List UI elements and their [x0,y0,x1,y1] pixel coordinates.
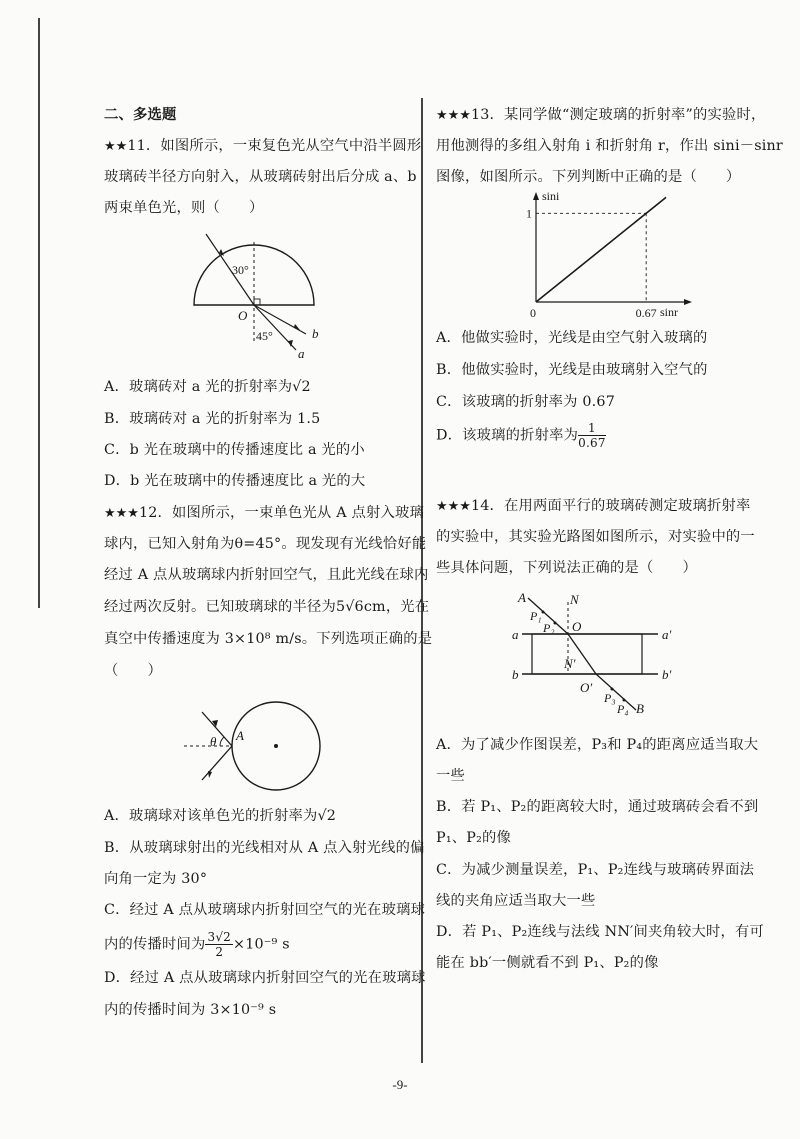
q14-option-a-line-1: A．为了减少作图误差，P₃和 P₄的距离应适当取大 [436,737,759,753]
q14-option-b-line-1: B．若 P₁、P₂的距离较大时，通过玻璃砖会看不到 [436,799,759,815]
y-axis-label: sini [542,189,560,203]
q12-stem-line-1: ★★★12．如图所示，一束单色光从 A 点射入玻璃 [104,505,425,521]
label-a-upper: A [518,590,526,605]
q12-glass-ball-figure [176,690,336,800]
incident-ray [202,712,232,746]
angle-arc [220,737,224,746]
q12-stem-line-4: 经过两次反射。已知玻璃球的半径为5√6cm，光在 [104,599,430,615]
label-n-prime: N′ [564,656,576,671]
center-o-label: O [238,308,248,323]
label-p1: P₁ [530,609,542,623]
q12-stem-line-2: 球内，已知入射角为θ=45°。现发现有光线恰好能 [104,536,427,552]
q11-stem-line-2: 玻璃砖半径方向射入，从玻璃砖射出后分成 a、b [104,169,417,185]
label-a-prime: a′ [662,627,672,642]
q11-option-b: B．玻璃砖对 a 光的折射率为 1.5 [104,411,321,427]
point-a-label: A [236,728,244,743]
q14-stem-line-3: 些具体问题，下列说法正确的是（ ） [436,560,697,576]
emergent-ray [596,674,636,710]
y-axis-arrow-icon [533,192,539,200]
q12-option-d-line-2: 内的传播时间为 3×10⁻⁹ s [104,1002,277,1018]
section-title: 二、多选题 [104,107,177,123]
emergent-ray [202,746,232,780]
angle-30-label: 30° [232,263,249,277]
q12-option-b-line-1: B．从玻璃球射出的光线相对从 A 点入射光线的偏 [104,840,425,856]
ray-a-label: a [298,346,305,361]
q14-option-b-line-2: P₁、P₂的像 [436,830,511,846]
q14-option-c-line-2: 线的夹角应适当取大一些 [436,893,596,909]
q14-option-a-line-2: 一些 [436,768,465,784]
q13-option-c: C．该玻璃的折射率为 0.67 [436,394,615,410]
q12-option-d-line-1: D．经过 A 点从玻璃球内折射回空气的光在玻璃球 [104,970,426,986]
theta-label: θ [210,734,217,749]
label-b: b [512,667,519,682]
q14-stars: ★★★ [436,499,471,514]
ray-b-label: b [312,326,319,341]
q13-d-fraction: $\frac{1}{0.67}$ [578,421,606,450]
q12-option-a: A．玻璃球对该单色光的折射率为√2 [104,808,337,824]
q11-option-a: A．玻璃砖对 a 光的折射率为√2 [104,379,311,395]
label-a: a [512,627,519,642]
label-b-prime: b′ [662,667,672,682]
q11-stars: ★★ [104,139,128,154]
right-angle-mark [254,299,260,305]
y-tick-label: 1 [526,206,532,221]
label-p3: P₃ [604,691,616,705]
label-p2: P₂ [543,621,555,635]
margin-line [38,18,40,608]
q11-stem-line-3: 两束单色光，则（ ） [104,200,264,216]
q14-stem-line-2: 的实验中，其实验光路图如图所示，对实验中的一 [436,529,755,545]
q13-stem-line-3: 图像，如图所示。下列判断中正确的是（ ） [436,169,741,185]
q13-option-d: D．该玻璃的折射率为 $\frac{1}{0.67}$ [436,421,606,450]
q12-stars: ★★★ [104,506,139,521]
emergent-arrow-icon [208,771,212,778]
q12-option-c-line-1: C．经过 A 点从玻璃球内折射回空气的光在玻璃球 [104,902,426,918]
glass-brick [532,634,642,674]
label-o: O [572,619,582,634]
angle-45-label: 45° [256,329,273,343]
q12-option-b-line-2: 向角一定为 30° [104,871,208,887]
label-n: N [570,592,579,607]
q11-option-c: C．b 光在玻璃中的传播速度比 a 光的小 [104,442,365,458]
q13-stem-line-1: ★★★13．某同学做“测定玻璃的折射率”的实验时， [436,107,766,123]
ball-center-dot [274,744,278,748]
q13-stem-line-2: 用他测得的多组入射角 i 和折射角 r，作出 sini－sinr [436,138,783,154]
q12-c-fraction: $\frac{3√2}{2}$ [207,930,232,959]
q13-option-a: A．他做实验时，光线是由空气射入玻璃的 [436,330,708,346]
x-axis-label: sinr [660,305,678,319]
label-o-prime: O′ [580,680,593,695]
q12-stem-line-3: 经过 A 点从玻璃球内折射回空气，且此光线在球内 [104,567,429,583]
q11-stem-line-1: ★★11．如图所示，一束复色光从空气中沿半圆形 [104,138,422,154]
q13-sin-chart [514,190,694,320]
q12-option-c-line-2: 内的传播时间为 $\frac{3√2}{2}$ ×10⁻⁹ s [104,930,290,959]
q14-option-d-line-2: 能在 bb′一侧就看不到 P₁、P₂的像 [436,955,659,971]
q11-semicircle-figure [174,222,354,367]
q11-option-d: D．b 光在玻璃中的传播速度比 a 光的大 [104,473,366,489]
label-p4: P₄ [617,702,629,716]
pin-p1 [542,611,545,614]
q13-stars: ★★★ [436,108,471,123]
label-b-upper: B [636,701,644,716]
x-axis-arrow-icon [684,299,692,305]
q12-stem-line-5: 真空中传播速度为 3×10⁸ m/s。下列选项正确的是 [104,631,433,647]
q13-option-b: B．他做实验时，光线是由玻璃射入空气的 [436,362,708,378]
origin-tick-label: 0 [530,306,536,320]
page-number: -9- [392,1077,408,1092]
q12-stem-line-6: （ ） [104,663,162,679]
q14-option-c-line-1: C．为减少测量误差，P₁、P₂连线与玻璃砖界面法 [436,862,755,878]
q14-light-path-figure [508,590,698,720]
q14-stem-line-1: ★★★14．在用两面平行的玻璃砖测定玻璃折射率 [436,498,751,514]
x-tick-label: 0.67 [635,306,657,320]
q14-option-d-line-1: D．若 P₁、P₂连线与法线 NN′间夹角较大时，有可 [436,924,764,940]
